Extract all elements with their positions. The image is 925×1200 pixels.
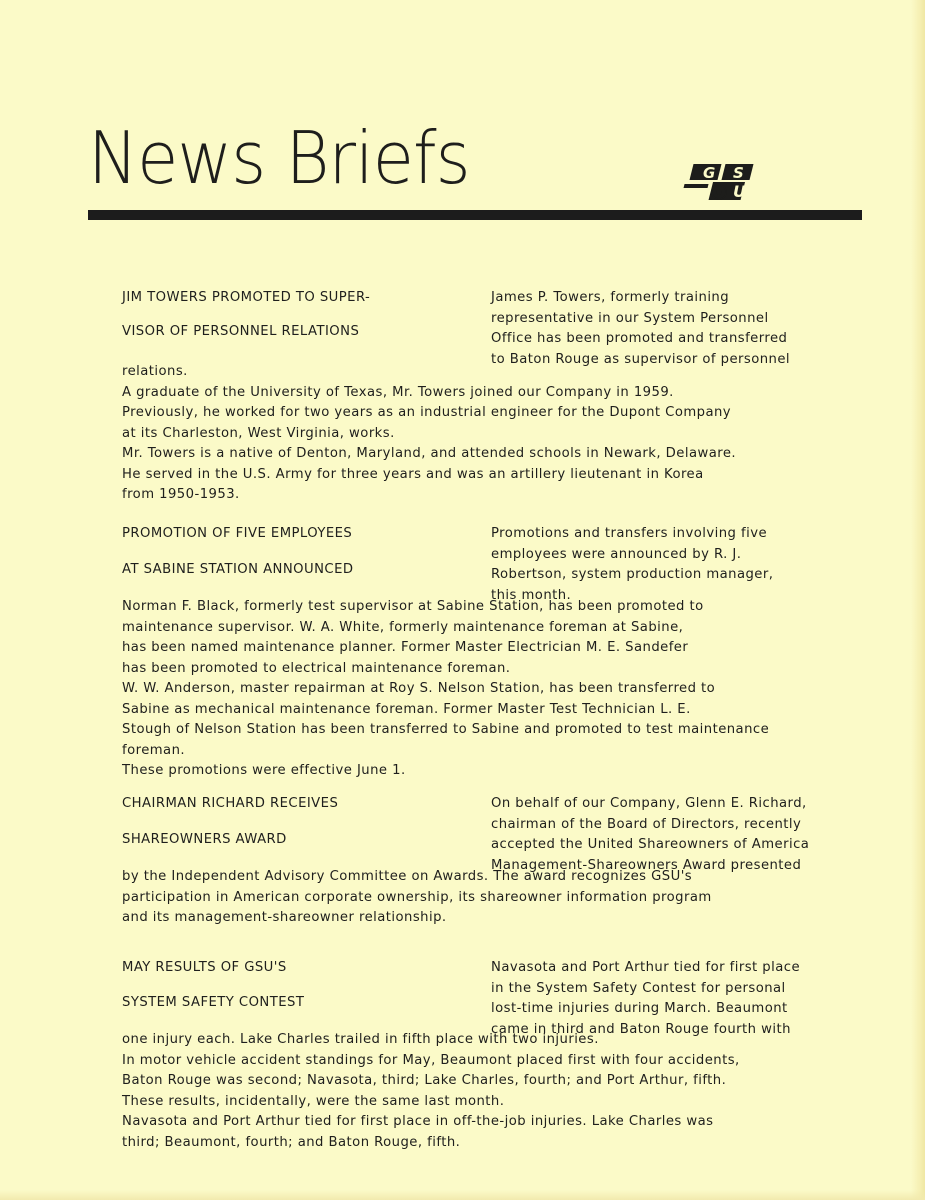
article-1-body [122,362,862,506]
body-line: one injury each. Lake Charles trailed in fifth place with two injuries. [122,1032,599,1047]
masthead-rule [88,210,862,220]
body-line: Navasota and Port Arthur tied for first place in off-the-job injuries. Lake Charles was [122,1114,714,1129]
paper-edge-bottom [0,1190,925,1200]
body-line: foreman. [122,742,186,758]
lead-line: employees were announced by R. J. [491,546,742,562]
body-line: Norman F. Black, formerly test supervisor at Sabine Station, has been promoted to [122,599,704,614]
logo-letter-u: U [733,182,746,201]
body-line: These promotions were effective June 1. [122,763,406,778]
lead-line: this month. [491,587,572,603]
lead-line: came in third and Baton Rouge fourth with [491,1021,791,1037]
body-line: has been promoted to electrical maintenance foreman. [122,660,511,676]
lead-line: Navasota and Port Arthur tied for first place [491,960,801,975]
body-line: third; Beaumont, fourth; and Baton Rouge, fifth. [122,1134,461,1150]
lead-line: Promotions and transfers involving five [491,526,768,541]
body-line: In motor vehicle accident standings for May, Beaumont placed first with four accidents, [122,1052,740,1068]
lead-line: On behalf of our Company, Glenn E. Richard, [491,796,807,811]
article-3-headline-line-1: CHAIRMAN RICHARD RECEIVES [122,796,339,811]
lead-line: Management-Shareowners Award presented [491,857,802,873]
article-2-headline-line-2: AT SABINE STATION ANNOUNCED [122,562,354,577]
lead-line: in the System Safety Contest for personal [491,980,786,996]
body-line: These results, incidentally, were the same last month. [122,1093,505,1109]
lead-line: accepted the United Shareowners of America [491,837,810,852]
article-4-headline-line-2: SYSTEM SAFETY CONTEST [122,995,305,1010]
lead-line: James P. Towers, formerly training [491,290,730,305]
article-2-body [122,597,862,782]
body-line: Sabine as mechanical maintenance foreman. Former Master Test Technician L. E. [122,701,691,717]
body-line: A graduate of the University of Texas, Mr. Towers joined our Company in 1959. [122,384,674,400]
body-line: from 1950-1953. [122,487,240,502]
article-1-headline-line-2: VISOR OF PERSONNEL RELATIONS [122,324,360,339]
lead-line: representative in our System Personnel [491,310,769,326]
body-line: Previously, he worked for two years as an industrial engineer for the Dupont Company [122,405,732,420]
body-line: Stough of Nelson Station has been transferred to Sabine and promoted to test maintenance [122,722,770,737]
body-line: Mr. Towers is a native of Denton, Maryland, and attended schools in Newark, Delaware. [122,446,737,461]
article-1-headline-line-1: JIM TOWERS PROMOTED TO SUPER- [122,290,371,305]
logo-letter-g: G [703,164,716,182]
lead-line: to Baton Rouge as supervisor of personnel [491,351,791,367]
body-line: by the Independent Advisory Committee on Awards. The award recognizes GSU's [122,869,693,884]
article-2-headline-line-1: PROMOTION OF FIVE EMPLOYEES [122,526,353,541]
body-line: at its Charleston, West Virginia, works. [122,425,395,441]
paper-edge-right [911,0,925,1200]
body-line: and its management-shareowner relationship. [122,910,447,925]
logo-letter-s: S [733,164,744,182]
lead-line: Office has been promoted and transferred [491,331,788,346]
masthead-title: News Briefs [88,116,470,200]
article-4-body [122,1030,862,1153]
article-1-lead [491,288,871,370]
body-line: Baton Rouge was second; Navasota, third; Lake Charles, fourth; and Port Arthur, fifth. [122,1073,727,1088]
body-line: maintenance supervisor. W. A. White, formerly maintenance foreman at Sabine, [122,619,684,635]
lead-line: Robertson, system production manager, [491,567,774,582]
gsu-logo [683,158,765,204]
body-line: participation in American corporate ownership, its shareowner information program [122,889,712,905]
article-3-lead [491,794,871,876]
article-3-headline-line-2: SHAREOWNERS AWARD [122,832,287,847]
lead-line: chairman of the Board of Directors, recently [491,816,802,832]
lead-line: lost-time injuries during March. Beaumont [491,1001,788,1016]
body-line: relations. [122,364,188,379]
body-line: He served in the U.S. Army for three years and was an artillery lieutenant in Korea [122,466,704,482]
article-4-lead [491,958,871,1040]
article-2-lead [491,524,871,606]
article-3-body [122,867,862,929]
article-4-headline-line-1: MAY RESULTS OF GSU'S [122,960,287,975]
body-line: W. W. Anderson, master repairman at Roy S. Nelson Station, has been transferred to [122,681,716,696]
body-line: has been named maintenance planner. Former Master Electrician M. E. Sandefer [122,640,689,655]
